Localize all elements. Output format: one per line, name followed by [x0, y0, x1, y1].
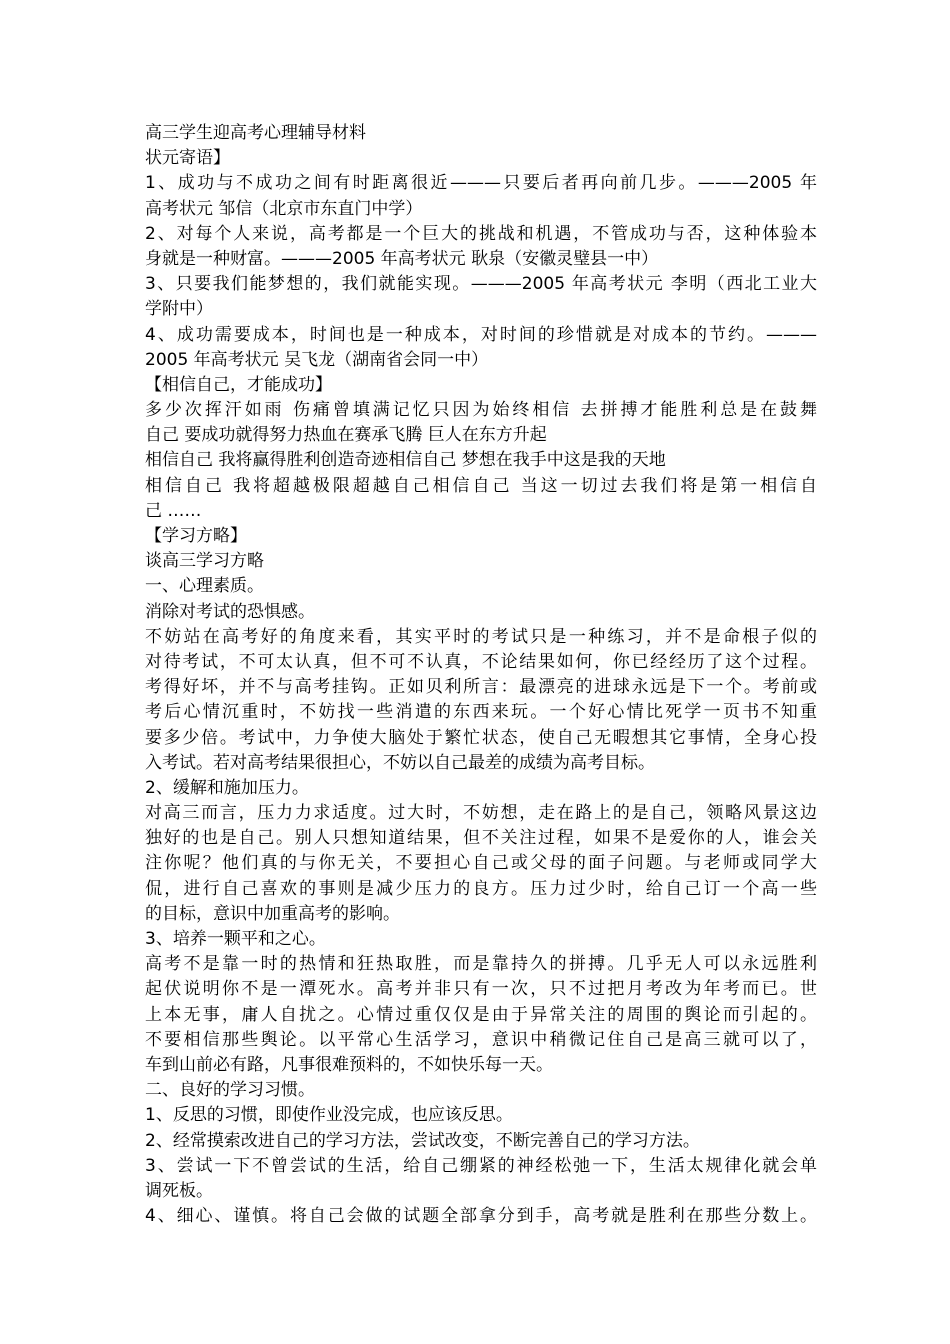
text-line: 高三学生迎高考心理辅导材料 — [145, 123, 366, 143]
text-line: 考得好坏，并不与高考挂钩。正如贝利所言：最漂亮的进球永远是下一个。考前或 — [145, 677, 817, 698]
text-line: 对待考试，不可太认真，但不可不认真，不论结果如何，你已经经历了这个过程。 — [145, 651, 817, 672]
text-line: 高考不是靠一时的热情和狂热取胜，而是靠持久的拼搏。几乎无人可以永远胜利 — [145, 954, 817, 975]
text-line: 独好的也是自己。别人只想知道结果，但不关注过程，如果不是爱你的人，谁会关 — [145, 828, 817, 849]
text-line: 相信自己 我将超越极限超越自己相信自己 当这一切过去我们将是第一相信自 — [145, 475, 817, 496]
text-line: 谈高三学习方略 — [145, 551, 264, 572]
text-line: 自己 要成功就得努力热血在赛承飞腾 巨人在东方升起 — [145, 425, 547, 446]
text-line: 4、成功需要成本，时间也是一种成本，对时间的珍惜就是对成本的节约。——— — [145, 324, 817, 345]
text-line: 3、尝试一下不曾尝试的生活，给自己绷紧的神经松弛一下，生活太规律化就会单 — [145, 1155, 817, 1176]
text-line: 2、对每个人来说，高考都是一个巨大的挑战和机遇，不管成功与否，这种体验本 — [145, 223, 817, 244]
text-line: 2、经常摸索改进自己的学习方法，尝试改变，不断完善自己的学习方法。 — [145, 1130, 700, 1151]
text-line: 上本无事，庸人自扰之。心情过重仅仅是由于异常关注的周围的舆论而引起的。 — [145, 1004, 817, 1025]
text-line: 1、成功与不成功之间有时距离很近———只要后者再向前几步。———2005 年 — [145, 173, 817, 194]
text-line: 3、只要我们能梦想的，我们就能实现。———2005 年高考状元 李明（西北工业大 — [145, 274, 817, 295]
text-line: 注你呢？他们真的与你无关，不要担心自己或父母的面子问题。与老师或同学大 — [145, 853, 817, 874]
text-line: 对高三而言，压力力求适度。过大时，不妨想，走在路上的是自己，领略风景这边 — [145, 803, 817, 824]
document-body — [145, 121, 817, 1229]
text-line: 状元寄语】 — [145, 148, 230, 169]
text-line: 1、反思的习惯，即使作业没完成，也应该反思。 — [145, 1105, 513, 1126]
text-line: 调死板。 — [145, 1180, 213, 1201]
text-line: 要多少倍。考试中，力争使大脑处于繁忙状态，使自己无暇想其它事情，全身心投 — [145, 727, 817, 748]
text-line: 相信自己 我将赢得胜利创造奇迹相信自己 梦想在我手中这是我的天地 — [145, 450, 666, 471]
text-line: 考后心情沉重时，不妨找一些消遣的东西来玩。一个好心情比死学一页书不知重 — [145, 702, 817, 723]
text-line: 不要相信那些舆论。以平常心生活学习，意识中稍微记住自己是高三就可以了， — [145, 1029, 817, 1050]
text-line: 学附中） — [145, 299, 213, 320]
text-line: 入考试。若对高考结果很担心，不妨以自己最差的成绩为高考目标。 — [145, 752, 655, 773]
text-line: 消除对考试的恐惧感。 — [145, 601, 315, 622]
text-line: 身就是一种财富。———2005 年高考状元 耿泉（安徽灵璧县一中） — [145, 248, 659, 269]
text-line: 己 …… — [145, 500, 202, 521]
text-line: 二、良好的学习习惯。 — [145, 1080, 315, 1101]
text-line: 的目标，意识中加重高考的影响。 — [145, 903, 400, 924]
text-line: 多少次挥汗如雨 伤痛曾填满记忆只因为始终相信 去拼搏才能胜利总是在鼓舞 — [145, 400, 817, 421]
text-line: 车到山前必有路，凡事很难预料的，不如快乐每一天。 — [145, 1054, 553, 1075]
text-line: 高考状元 邹信（北京市东直门中学） — [145, 198, 423, 219]
text-line: 一、心理素质。 — [145, 576, 264, 597]
text-line: 侃，进行自己喜欢的事则是减少压力的良方。压力过少时，给自己订一个高一些 — [145, 878, 817, 899]
text-line: 起伏说明你不是一潭死水。高考并非只有一次，只不过把月考改为年考而已。世 — [145, 979, 817, 1000]
text-line: 2005 年高考状元 吴飞龙（湖南省会同一中） — [145, 349, 489, 370]
text-line: 2、缓解和施加压力。 — [145, 777, 309, 798]
text-line: 不妨站在高考好的角度来看，其实平时的考试只是一种练习，并不是命根子似的 — [145, 626, 817, 647]
text-line: 【相信自己，才能成功】 — [145, 374, 332, 395]
text-line: 【学习方略】 — [145, 526, 247, 546]
text-line: 4、细心、谨慎。将自己会做的试题全部拿分到手，高考就是胜利在那些分数上。 — [145, 1206, 817, 1227]
text-line: 3、培养一颗平和之心。 — [145, 929, 326, 949]
